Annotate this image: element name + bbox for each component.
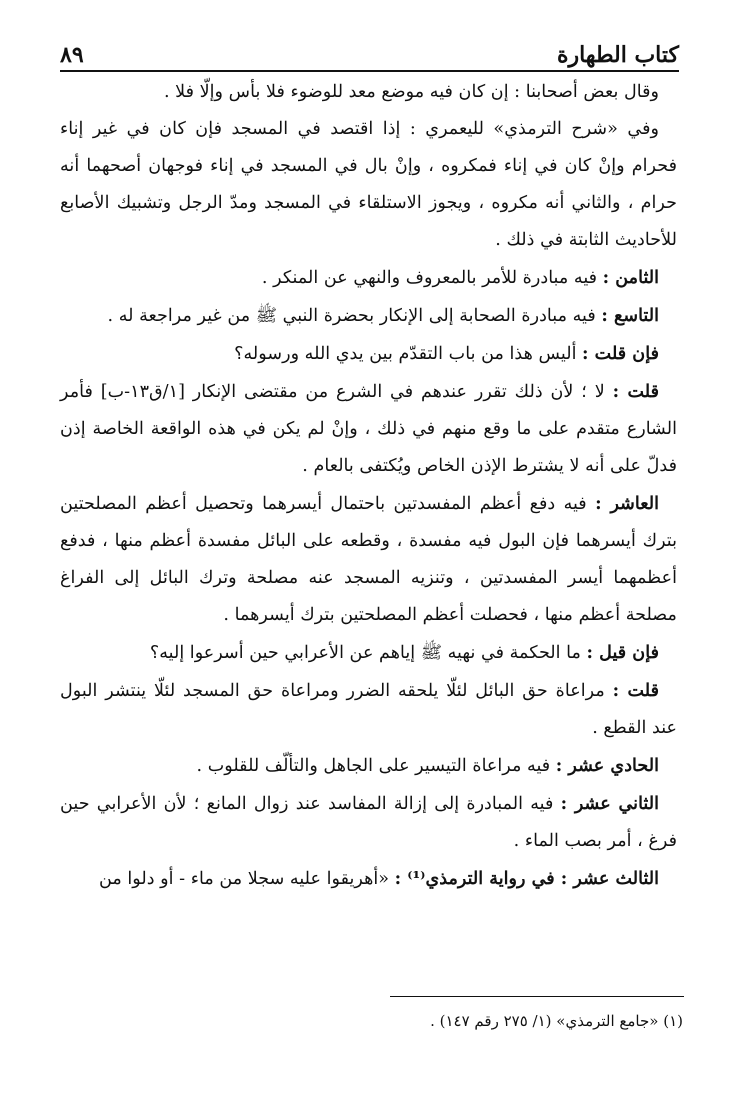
paragraph (60, 297, 677, 335)
paragraph-lead: فإن قلت : (582, 343, 659, 364)
paragraph-text: فيه مراعاة التيسير على الجاهل والتألّف للقلوب . (196, 756, 556, 776)
paragraph-lead: الثالث عشر : في رواية الترمذي⁽¹⁾ : (394, 868, 659, 889)
chapter-title: كتاب الطهارة (556, 42, 679, 68)
paragraph (60, 335, 677, 373)
paragraph (60, 785, 677, 860)
paragraph (60, 485, 677, 634)
paragraph-text: فيه دفع أعظم المفسدتين باحتمال أيسرهما وتحصيل أعظم المصلحتين بترك أيسرهما فإن البول فيه مفسدة ، وقطعه على البائل مفسدة أعظم منها ، فدفع أعظمهما أيسر المفسدتين ، وتنزيه المسجد عنه مصلحة وترك البائل إلى الفراغ مصلحة أعظم منها ، فحصلت أعظم المصلحتين بترك أيسرهما . (60, 494, 677, 625)
paragraph-text: وفي «شرح الترمذي» لليعمري : إذا اقتصد في المسجد فإن كان في غير إناء فحرام وإنْ كان في إناء فمكروه ، وإنْ بال في المسجد في إناء فوجهان أصحهما أنه حرام ، والثاني أنه مكروه ، ويجوز الاستلقاء في المسجد ومدّ الرجل وتشبيك الأصابع للأحاديث الثابتة في ذلك . (60, 119, 677, 250)
paragraph-text: لا ؛ لأن ذلك تقرر عندهم في الشرع من مقتضى الإنكار [١/ق١٣-ب] فأمر الشارع متقدم على ما وقع منهم في ذلك ، وإنْ لم يكن في هذه الواقعة الخاصة إذن فدلّ على أنه لا يشترط الإذن الخاص ويُكتفى بالعام . (60, 382, 677, 476)
paragraph-text: فيه مبادرة للأمر بالمعروف والنهي عن المنكر . (261, 268, 603, 288)
paragraph-text: «أهريقوا عليه سجلا من ماء - أو دلوا من (99, 869, 395, 889)
paragraph-lead: التاسع : (601, 305, 659, 326)
paragraph (60, 747, 677, 785)
paragraph (60, 74, 677, 111)
paragraph (60, 111, 677, 259)
paragraph (60, 373, 677, 485)
paragraph-text: أليس هذا من باب التقدّم بين يدي الله ورسوله؟ (234, 344, 583, 364)
paragraph (60, 860, 677, 898)
paragraph (60, 259, 677, 297)
paragraph-text: فيه مبادرة الصحابة إلى الإنكار بحضرة النبي ﷺ من غير مراجعة له . (107, 306, 602, 326)
paragraph-lead: قلت : (612, 381, 659, 402)
paragraph-text: ما الحكمة في نهيه ﷺ إياهم عن الأعرابي حين أسرعوا إليه؟ (149, 643, 587, 663)
paragraph-lead: الحادي عشر : (555, 755, 659, 776)
paragraph-text: مراعاة حق البائل لئلّا يلحقه الضرر ومراعاة حق المسجد لئلّا ينتشر البول عند القطع . (60, 681, 677, 738)
footnote-rule (390, 996, 684, 997)
paragraph-text: فيه المبادرة إلى إزالة المفاسد عند زوال المانع ؛ لأن الأعرابي حين فرغ ، أمر بصب الماء . (60, 794, 677, 851)
paragraph-lead: فإن قيل : (586, 642, 659, 663)
page-number: ٨٩ (60, 42, 84, 68)
paragraph-lead: قلت : (612, 680, 659, 701)
paragraph (60, 672, 677, 747)
paragraph-text: وقال بعض أصحابنا : إن كان فيه موضع معد للوضوء فلا بأس وإلّا فلا . (163, 82, 659, 102)
header-rule (60, 70, 679, 72)
paragraph-lead: العاشر : (595, 493, 660, 514)
paragraph-lead: الثامن : (602, 267, 659, 288)
paragraph (60, 634, 677, 672)
paragraph-lead: الثاني عشر : (560, 793, 659, 814)
page-body (60, 74, 677, 898)
running-header (60, 28, 679, 68)
footnote: (١) «جامع الترمذي» (١/ ٢٧٥ رقم ١٤٧) . (430, 1012, 683, 1030)
